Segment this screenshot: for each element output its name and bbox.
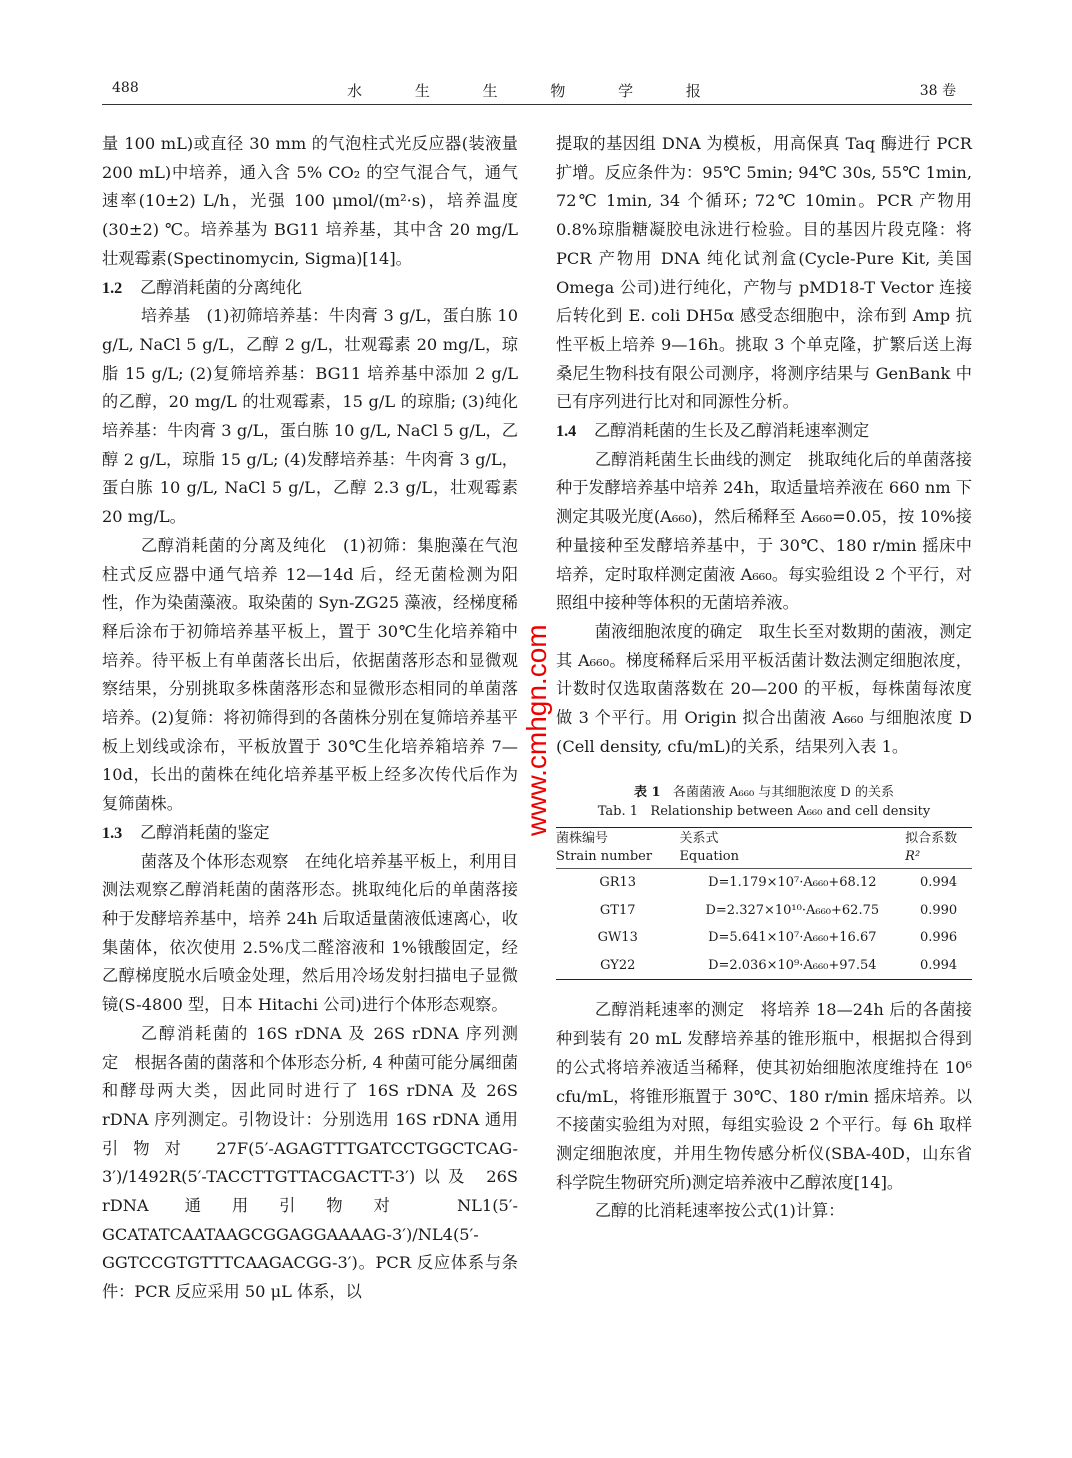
paragraph bbox=[102, 532, 518, 819]
run-in-heading: 乙醇消耗菌的 16S rDNA 及 26S rDNA 序列测定 bbox=[102, 1023, 518, 1072]
strain-cell: GW13 bbox=[597, 930, 638, 946]
volume: 38 卷 bbox=[919, 83, 956, 99]
section-number: 1.2 bbox=[102, 278, 123, 297]
data-table bbox=[556, 827, 972, 980]
column-header bbox=[679, 828, 905, 869]
paragraph bbox=[102, 302, 518, 532]
run-in-heading: 乙醇消耗菌的分离及纯化 bbox=[140, 535, 327, 555]
watermark: www.cmhgn.com bbox=[521, 624, 552, 836]
r2-cell: 0.994 bbox=[919, 875, 958, 891]
column-header bbox=[905, 828, 972, 869]
paragraph: 乙醇的比消耗速率按公式(1)计算： bbox=[594, 1201, 845, 1221]
left-column bbox=[102, 130, 518, 1307]
running-header bbox=[102, 80, 970, 102]
paragraph bbox=[102, 1020, 518, 1307]
section-heading-1-3 bbox=[102, 819, 518, 848]
section-heading-1-4 bbox=[556, 417, 972, 446]
paragraph: 量 100 mL)或直径 30 mm 的气泡柱式光反应器(装液量 200 mL)中培养，通入含 5% CO₂ 的空气混合气，通气速率(10±2) L/h，光强 100 μmol/(m²·s)，培养温度(30±2) ℃。培养基为 BG11 培养基，其中含 20 mg/L 壮观霉素(Spectinomycin, Sigma)[14]。 bbox=[102, 134, 518, 268]
table-row bbox=[556, 924, 972, 952]
equation-cell: D=5.641×10⁷·A₆₆₀+16.67 bbox=[708, 930, 877, 946]
run-in-heading: 菌落及个体形态观察 bbox=[140, 851, 289, 871]
paragraph-text: 将培养 18—24h 后的各菌接种到装有 20 mL 发酵培养基的锥形瓶中，根据拟合得到的公式将培养液适当稀释，使其初始细胞浓度维持在 10⁶ cfu/mL，将锥形瓶置于 30℃、180 r/min 摇床培养。以不接菌实验组为对照，每组实验设 2 个平行。每 6h 取样测定细胞浓度，并用生物传感分析仪(SBA-40D，山东省科学院生物研究所)测定培养液中乙醇浓度[14]。 bbox=[556, 1000, 972, 1192]
header-en: Equation bbox=[679, 849, 739, 865]
table-row bbox=[556, 869, 972, 897]
r2-cell: 0.996 bbox=[919, 930, 958, 946]
header-cn: 关系式 bbox=[679, 831, 719, 847]
journal-title: 水 生 生 物 学 报 bbox=[347, 82, 725, 100]
header-en: R² bbox=[905, 849, 921, 865]
paragraph-text: 根据各菌的菌落和个体形态分析, 4 种菌可能分属细菌和酵母两大类，因此同时进行了 16S rDNA 及 26S rDNA 序列测定。引物设计：分别选用 16S rDNA 通用引物对 27F(5′-AGAGTTTGATCCTGGCTCAG-3′)/1492R(5′-TACCTTGTTACGACTT-3′)以及 26S rDNA 通用引物对 NL1(5′-GCATATCAATAAGCGGAGGAAAAG-3′)/NL4(5′-GGTCCGTGTTTCAAGACGG-3′)。PCR 反应体系与条件：PCR 反应采用 50 μL 体系，以 bbox=[102, 1052, 519, 1302]
table-1 bbox=[556, 783, 972, 980]
paragraph-text: 挑取纯化后的单菌落接种于发酵培养基中培养 24h，取适量培养液在 660 nm 下测定其吸光度(A₆₆₀)，然后稀释至 A₆₆₀=0.05，按 10%接种量接种至发酵培养基中，于 30℃、180 r/min 摇床中培养，定时取样测定菌液 A₆₆₀。每实验组设 2 个平行，对照组中接种等体积的无菌培养液。 bbox=[556, 449, 972, 613]
paragraph-text: (1)初筛培养基：牛肉膏 3 g/L，蛋白胨 10 g/L, NaCl 5 g/L，乙醇 2 g/L，壮观霉素 20 mg/L，琼脂 15 g/L; (2)复筛培养基：BG11 培养基中添加 2 g/L 的乙醇，20 mg/L 的壮观霉素，15 g/L 的琼脂; (3)纯化培养基：牛肉膏 3 g/L，蛋白胨 10 g/L, NaCl 5 g/L，乙醇 2 g/L，琼脂 15 g/L; (4)发酵培养基：牛肉膏 3 g/L，蛋白胨 10 g/L, NaCl 5 g/L，乙醇 2.3 g/L，壮观霉素 20 mg/L。 bbox=[102, 306, 519, 527]
header-cn: 拟合系数 bbox=[905, 831, 958, 847]
caption-text: 各菌菌液 A₆₆₀ 与其细胞浓度 D 的关系 bbox=[673, 785, 894, 801]
paragraph-text: 取生长至对数期的菌液，测定其 A₆₆₀。梯度稀释后采用平板活菌计数法测定细胞浓度，计数时仅选取菌落数在 20—200 的平板，每株菌每浓度做 3 个平行。用 Origin 拟合出菌液 A₆₆₀ 与细胞浓度 D (Cell density, cfu/mL)的关系，结果列入表 1。 bbox=[556, 621, 972, 756]
section-heading-1-2 bbox=[102, 274, 518, 303]
run-in-heading: 培养基 bbox=[140, 306, 191, 326]
table-caption-en bbox=[556, 802, 972, 821]
table-row bbox=[556, 897, 972, 925]
paragraph bbox=[556, 618, 972, 762]
table-caption-cn bbox=[556, 783, 972, 802]
run-in-heading: 菌液细胞浓度的确定 bbox=[594, 621, 743, 641]
section-title: 乙醇消耗菌的鉴定 bbox=[140, 822, 270, 842]
column-header bbox=[556, 828, 679, 869]
caption-label: Tab. 1 bbox=[597, 804, 639, 820]
equation-cell: D=2.327×10¹⁰·A₆₆₀+62.75 bbox=[705, 902, 880, 918]
paragraph bbox=[556, 446, 972, 618]
strain-cell: GR13 bbox=[599, 875, 637, 891]
run-in-heading: 乙醇消耗速率的测定 bbox=[594, 1000, 745, 1020]
run-in-heading: 乙醇消耗菌生长曲线的测定 bbox=[594, 449, 792, 469]
section-title: 乙醇消耗菌的分离纯化 bbox=[140, 277, 302, 297]
equation-cell: D=2.036×10⁹·A₆₆₀+97.54 bbox=[708, 957, 877, 973]
paragraph-text: (1)初筛：集胞藻在气泡柱式反应器中通气培养 12—14d 后，经无菌检测为阳性，作为染菌藻液。取染菌的 Syn-ZG25 藻液，经梯度稀释后涂布于初筛培养基平板上，置于 30℃生化培养箱中培养。待平板上有单菌落长出后，依据菌落形态和显微观察结果，分别挑取多株菌落形态和显微形态相同的单菌落培养。(2)复筛：将初筛得到的各菌株分别在复筛培养基平板上划线或涂布，平板放置于 30℃生化培养箱培养 7—10d，长出的菌株在纯化培养基平板上经多次传代后作为复筛菌株。 bbox=[102, 535, 518, 814]
caption-text: Relationship between A₆₆₀ and cell density bbox=[650, 804, 931, 820]
header-rule bbox=[102, 104, 972, 105]
paragraph: 提取的基因组 DNA 为模板，用高保真 Taq 酶进行 PCR 扩增。反应条件为：95℃ 5min; 94℃ 30s, 55℃ 1min, 72℃ 1min, 34 个循环; 72℃ 10min。PCR 产物用 0.8%琼脂糖凝胶电泳进行检验。目的基因片段克隆：将 PCR 产物用 DNA 纯化试剂盒(Cycle-Pure Kit, 美国 Omega 公司)进行纯化，产物与 pMD18-T Vector 连接后转化到 E. coli DH5α 感受态细胞中，涂布到 Amp 抗性平板上培养 9—16h。挑取 3 个单克隆，扩繁后送上海桑尼生物科技有限公司测序，将测序结果与 GenBank 中已有序列进行比对和同源性分析。 bbox=[556, 134, 972, 412]
paragraph-text: 在纯化培养基平板上，利用目测法观察乙醇消耗菌的菌落形态。挑取纯化后的单菌落接种于发酵培养基中，培养 24h 后取适量菌液低速离心，收集菌体，依次使用 2.5%戊二醛溶液和 1%锇酸固定，经乙醇梯度脱水后喷金处理，然后用冷场发射扫描电子显微镜(S-4800 型，日本 Hitachi 公司)进行个体形态观察。 bbox=[102, 851, 518, 1015]
strain-cell: GY22 bbox=[600, 957, 636, 973]
equation-cell: D=1.179×10⁷·A₆₆₀+68.12 bbox=[708, 875, 877, 891]
caption-label: 表 1 bbox=[634, 785, 661, 801]
section-number: 1.3 bbox=[102, 823, 123, 842]
strain-cell: GT17 bbox=[599, 902, 636, 918]
right-column bbox=[556, 130, 972, 1226]
header-cn: 菌株编号 bbox=[556, 831, 609, 847]
header-en: Strain number bbox=[556, 849, 653, 865]
r2-cell: 0.990 bbox=[919, 902, 958, 918]
table-row bbox=[556, 952, 972, 980]
paragraph bbox=[556, 996, 972, 1197]
page-number: 488 bbox=[112, 80, 139, 96]
paragraph bbox=[102, 848, 518, 1020]
r2-cell: 0.994 bbox=[919, 957, 958, 973]
section-number: 1.4 bbox=[556, 422, 577, 441]
section-title: 乙醇消耗菌的生长及乙醇消耗速率测定 bbox=[594, 421, 870, 441]
